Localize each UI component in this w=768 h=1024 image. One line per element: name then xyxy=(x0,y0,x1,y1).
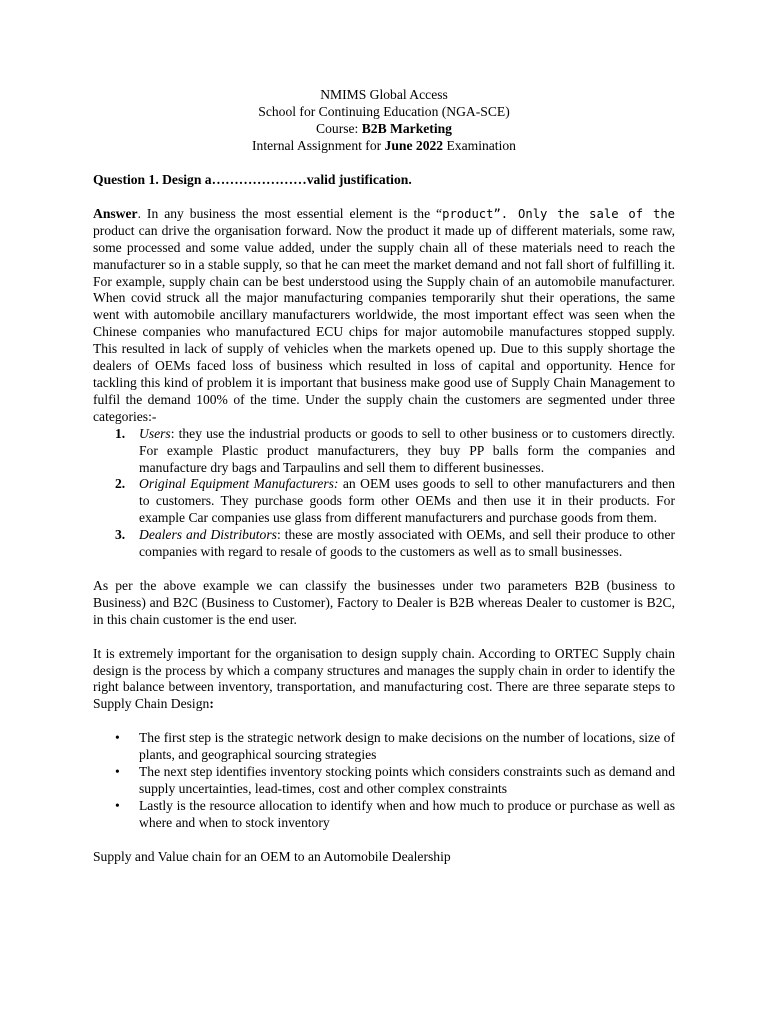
school-name: School for Continuing Education (NGA-SCE) xyxy=(258,103,510,119)
closing-line: Supply and Value chain for an OEM to an Automobile Dealership xyxy=(93,848,451,864)
course-line xyxy=(0,121,768,138)
spacer xyxy=(93,713,675,730)
list-item-term: Users xyxy=(139,425,171,441)
list-item xyxy=(93,527,675,561)
design-text: It is extremely important for the organisation to design supply chain. According to ORTEC Supply chain design is the process by which a company structures and manages the supply chain in order to identify the right balance between inventory, transportation, and manufacturing cost. There are three separate steps to Supply Chain Design xyxy=(93,645,675,712)
list-item-number: 2. xyxy=(115,476,126,492)
b2b-paragraph: As per the above example we can classify the businesses under two parameters B2B (business to Business) and B2C (Business to Customer), Factory to Dealer is B2B whereas Dealer to customer is B2C, in this chain customer is the end user. xyxy=(93,577,675,627)
list-item-text: The next step identifies inventory stocking points which considers constraints such as demand and supply uncertainties, lead-times, cost and other complex constraints xyxy=(139,764,675,796)
answer-paragraph xyxy=(93,206,675,426)
spacer xyxy=(93,629,675,646)
list-item xyxy=(93,426,675,477)
list-item-separator: : xyxy=(170,425,179,441)
customer-categories-list xyxy=(93,426,675,561)
list-item-text: The first step is the strategic network design to make decisions on the number of locations, size of plants, and geographical sourcing strategies xyxy=(139,730,675,763)
answer-intro-mono: product”. Only the sale of the xyxy=(442,206,676,221)
answer-body: product can drive the organisation forward. Now the product it made up of different materials, some raw, some processed and some value added, under the supply chain all of these materials need to reach the manufacturer so in a stable supply, so that he can meet the market demand and not fall short of fulfilling it. For example, supply chain can be best understood using the Supply chain of an automobile manufacturer. When covid struck all the major manufacturing companies temporarily shut their operations, the same went with automobile ancillary manufacturers worldwide, the most important effect was seen when the Chinese companies who manufactured ECU chips for major automobile manufactures stopped supply. This resulted in lack of supply of vehicles when the markets opened up. Due to this supply shortage the dealers of OEMs faced loss of business which resulted in loss of capital and opportunity. Hence for tackling this kind of problem it is important that business make good use of Supply Chain Management to fulfil the demand 100% of the time. Under the supply chain the customers are segmented under three categories:- xyxy=(93,222,675,424)
list-item-description: an OEM uses goods to sell to other manufacturers and then to customers. They purchase goods form other OEMs and then use it in their products. For example Car companies use glass from different manufacturers and purchase goods from them. xyxy=(139,476,675,526)
list-item xyxy=(93,476,675,527)
course-name: B2B Marketing xyxy=(361,120,452,136)
exam-prefix: Internal Assignment for xyxy=(252,137,385,153)
bullet-icon: • xyxy=(115,797,120,813)
document-header xyxy=(0,87,768,155)
answer-label: Answer xyxy=(93,205,138,221)
list-item xyxy=(93,764,675,798)
list-item-text: Lastly is the resource allocation to identify when and how much to produce or purchase as well as where and when to stock inventory xyxy=(139,797,675,830)
list-item-description: these are mostly associated with OEMs, and sell their produce to other companies with regard to resale of goods to the customers as well as to small businesses. xyxy=(139,527,676,560)
list-item-number: 3. xyxy=(115,527,126,543)
list-item-separator: : xyxy=(276,527,285,543)
bullet-icon: • xyxy=(115,764,120,780)
exam-line xyxy=(0,138,768,155)
design-paragraph xyxy=(93,646,675,714)
exam-suffix: Examination xyxy=(443,137,516,153)
list-item-description: they use the industrial products or goods to sell to other business or to customers directly. For example Plastic product manufacturers, they buy PP balls form the companies and manufacture dry bags and Tarpaulins and sell them to different businesses. xyxy=(139,425,675,475)
question-heading xyxy=(93,172,675,189)
answer-intro: . In any business the most essential element is the “ xyxy=(137,205,443,221)
institution-name: NMIMS Global Access xyxy=(320,87,448,102)
course-prefix: Course: xyxy=(316,120,362,136)
list-item-term: Original Equipment Manufacturers: xyxy=(139,476,339,492)
list-item-term: Dealers and Distributors xyxy=(139,527,277,543)
question-text: Question 1. Design a…………………valid justification. xyxy=(93,172,412,187)
spacer xyxy=(93,561,675,578)
list-item xyxy=(93,798,675,832)
spacer xyxy=(93,832,675,849)
list-item xyxy=(93,730,675,764)
design-steps-list xyxy=(93,730,675,831)
exam-session: June 2022 xyxy=(384,137,444,153)
document-body xyxy=(93,172,675,866)
list-item-number: 1. xyxy=(115,425,126,441)
design-colon: : xyxy=(209,696,214,712)
bullet-icon: • xyxy=(115,730,120,746)
